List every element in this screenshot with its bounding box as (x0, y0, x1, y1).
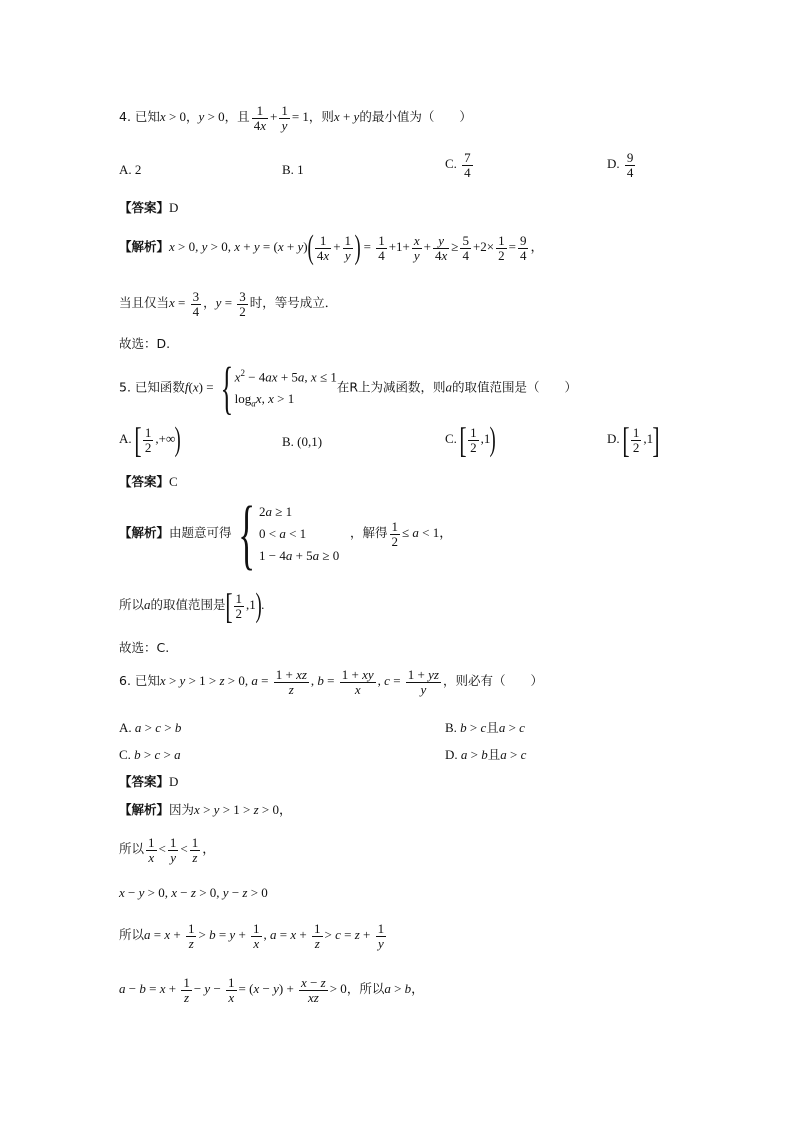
q5-option-d: D. [ $\frac{1}{2}$ ,1] (607, 420, 660, 460)
q5-choose: 故选：C. (119, 640, 170, 655)
q6-stem: 6. 已知x > y > 1 > z > 0, a = $\frac{1 + xz}{z}$ , b = $\frac{1 + xy}{x}$ , c = $\frac{1 + yz}{y}$ ，则必有（ ） (119, 667, 543, 697)
q6-compare: 所以a = x + $\frac{1}{z}$ > b = y + $\frac{1}{x}$ , a = x + $\frac{1}{z}$ > c = z + $\frac{1}{y}$ (119, 921, 385, 951)
q5-option-b: B. (0,1) (282, 434, 323, 449)
q5-solve: ，解得 $\frac{1}{2}$ ≤ a < 1， (350, 519, 453, 549)
q4-option-d: D. $\frac{9}{4}$ (607, 150, 634, 180)
q6-analysis: 【解析】因为x > y > 1 > z > 0， (119, 802, 293, 817)
q6-reciprocals: 所以 $\frac{1}{x}$ < $\frac{1}{y}$ < $\frac{1}{z}$ ， (119, 835, 216, 865)
q4-equality: 当且仅当x = $\frac{3}{4}$ ，y = $\frac{3}{2}$ 时，等号成立． (119, 289, 338, 319)
q6-answer: 【答案】D (119, 774, 179, 789)
q4-option-c: C. $\frac{7}{4}$ (445, 150, 471, 180)
q5-analysis: 【解析】由题意可得{ 2a ≥ 1 0 < a < 1 1 − 4a + 5a ≥ 0 (119, 490, 340, 577)
q6-option-a: A. a > c > b (119, 720, 182, 735)
q6-option-c: C. b > c > a (119, 747, 181, 762)
q6-option-d: D. a > b且a > c (445, 747, 527, 762)
q4-option-a: A. 2 (119, 162, 142, 177)
q6-differences: x − y > 0, x − z > 0, y − z > 0 (119, 885, 268, 900)
q6-a-minus-b: a − b = x + $\frac{1}{z}$ − y − $\frac{1}{x}$ = (x − y) + $\frac{x - z}{xz}$ > 0，所以a > b， (119, 975, 425, 1005)
q5-answer: 【答案】C (119, 474, 178, 489)
q4-choose: 故选：D. (119, 336, 171, 351)
q4-answer: 【答案】D (119, 200, 179, 215)
q5-stem: 5. 已知函数f(x) = { $x^2 - 4ax + 5a$, x ≤ 1 $\log_ax$, x > 1 在R上为减函数，则a的取值范围是（ ） (119, 355, 578, 421)
q5-option-a: A. [ $\frac{1}{2}$ ,+∞) (119, 420, 182, 460)
q6-option-b: B. b > c且a > c (445, 720, 525, 735)
q4-option-b: B. 1 (282, 162, 304, 177)
q5-range: 所以a的取值范围是[ $\frac{1}{2}$ ,1). (119, 586, 265, 626)
q5-option-c: C. [ $\frac{1}{2}$ ,1) (445, 420, 497, 460)
q4-analysis: 【解析】x > 0, y > 0, x + y = (x + y)( $\frac{1}{4x}$ + $\frac{1}{y}$ ) = $\frac{1}{4}$ +1+ $\frac{x}{y}$ + $\frac{y}{4x}$ ≥ $\frac{5}{4}$ +2× $\frac{1}{2}$ = $\frac{9}{4}$ ， (119, 229, 544, 266)
q4-stem: 4. 已知x > 0，y > 0，且 $\frac{1}{4x}$ + $\frac{1}{y}$ = 1，则x + y的最小值为（ ） (119, 103, 472, 133)
